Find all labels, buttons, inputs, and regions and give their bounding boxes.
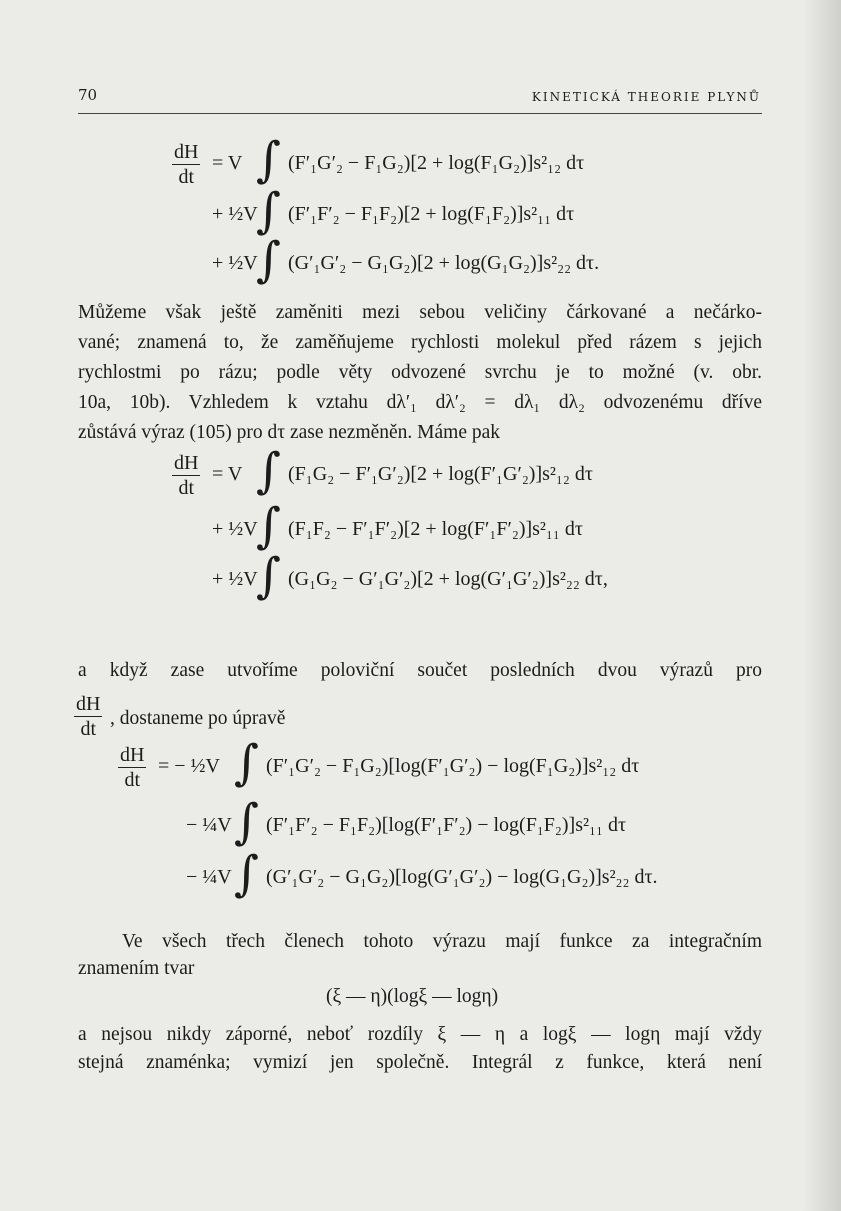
header-rule bbox=[78, 113, 762, 114]
eq-prefix: = V bbox=[212, 152, 243, 174]
integral-icon: ∫ bbox=[256, 548, 282, 604]
equation-body: (F₁F₂ − F′₁F′₂)[2 + log(F′₁F′₂)]s²₁₁ dτ bbox=[288, 518, 583, 540]
eq-prefix: + ½V bbox=[212, 568, 258, 590]
text-line: a když zase utvoříme poloviční součet posledních dvou výrazů pro bbox=[78, 660, 762, 681]
numerator: dH bbox=[76, 693, 101, 715]
text-line: Ve všech třech členech tohoto výrazu mají funkce za integračním bbox=[122, 931, 762, 952]
fraction-dH-dt bbox=[172, 451, 200, 500]
denominator: dt bbox=[178, 477, 194, 499]
denominator: dt bbox=[178, 166, 194, 188]
integral-icon: ∫ bbox=[256, 498, 282, 554]
eq-prefix: + ½V bbox=[212, 518, 258, 540]
text-line: 10a, 10b). Vzhledem k vztahu dλ′₁ dλ′₂ = dλ₁ dλ₂ odvozenému dříve bbox=[78, 392, 762, 413]
text-line: zůstává výraz (105) pro dτ zase nezměněn. Máme pak bbox=[78, 422, 501, 443]
equation-body: (F′₁G′₂ − F₁G₂)[2 + log(F₁G₂)]s²₁₂ dτ bbox=[288, 152, 585, 174]
text-line: , dostaneme po úpravě bbox=[110, 708, 286, 729]
text-line: a nejsou nikdy záporné, neboť rozdíly ξ — η a logξ — logη mají vždy bbox=[78, 1024, 762, 1045]
equation-body: (F′₁F′₂ − F₁F₂)[2 + log(F₁F₂)]s²₁₁ dτ bbox=[288, 203, 575, 225]
equation-body: (G₁G₂ − G′₁G′₂)[2 + log(G′₁G′₂)]s²₂₂ dτ, bbox=[288, 568, 608, 590]
eq-prefix: + ½V bbox=[212, 252, 258, 274]
running-head: KINETICKÁ THEORIE PLYNŮ bbox=[531, 90, 761, 104]
text-line: Můžeme však ještě zaměniti mezi sebou veličiny čárkované a nečárko- bbox=[78, 302, 762, 323]
denominator: dt bbox=[80, 718, 96, 740]
equation-body: (G′₁G′₂ − G₁G₂)[2 + log(G₁G₂)]s²₂₂ dτ. bbox=[288, 252, 600, 274]
numerator: dH bbox=[174, 452, 199, 474]
text-line: rychlostmi po rázu; podle věty odvozené svrchu je to možné (v. obr. bbox=[78, 362, 762, 383]
fraction-dH-dt bbox=[172, 140, 200, 189]
eq-prefix: = − ½V bbox=[158, 755, 221, 777]
equation-body: (F′₁F′₂ − F₁F₂)[log(F′₁F′₂) − log(F₁F₂)]s²₁₁ dτ bbox=[266, 814, 626, 836]
integral-icon: ∫ bbox=[256, 443, 282, 499]
equation-body: (F₁G₂ − F′₁G′₂)[2 + log(F′₁G′₂)]s²₁₂ dτ bbox=[288, 463, 593, 485]
equation-line bbox=[212, 152, 242, 175]
page-number: 70 bbox=[78, 86, 98, 104]
text-line: vané; znamená to, že zaměňujeme rychlosti molekul před rázem s jejich bbox=[78, 332, 762, 353]
equation-body: (G′₁G′₂ − G₁G₂)[log(G′₁G′₂) − log(G₁G₂)]s²₂₂ dτ. bbox=[266, 866, 658, 888]
eq-prefix: − ¼V bbox=[186, 814, 232, 836]
equation-body: (F′₁G′₂ − F₁G₂)[log(F′₁G′₂) − log(F₁G₂)]s²₁₂ dτ bbox=[266, 755, 640, 777]
numerator: dH bbox=[120, 744, 145, 766]
text-line: znamením tvar bbox=[78, 958, 195, 979]
denominator: dt bbox=[124, 769, 140, 791]
integral-icon: ∫ bbox=[256, 183, 282, 239]
eq-prefix: = V bbox=[212, 463, 243, 485]
page-edge-shadow bbox=[803, 0, 841, 1211]
integral-icon: ∫ bbox=[256, 232, 282, 288]
fraction-dH-dt bbox=[118, 743, 146, 792]
formula: (ξ — η)(logξ — logη) bbox=[326, 986, 499, 1007]
integral-icon: ∫ bbox=[256, 132, 282, 188]
eq-prefix: − ¼V bbox=[186, 866, 232, 888]
integral-icon: ∫ bbox=[234, 735, 260, 791]
numerator: dH bbox=[174, 141, 199, 163]
eq-prefix: + ½V bbox=[212, 203, 258, 225]
fraction-dH-dt bbox=[74, 692, 102, 741]
integral-icon: ∫ bbox=[234, 794, 260, 850]
integral-icon: ∫ bbox=[234, 846, 260, 902]
text-line: stejná znaménka; vymizí jen společně. Integrál z funkce, která není bbox=[78, 1052, 762, 1073]
